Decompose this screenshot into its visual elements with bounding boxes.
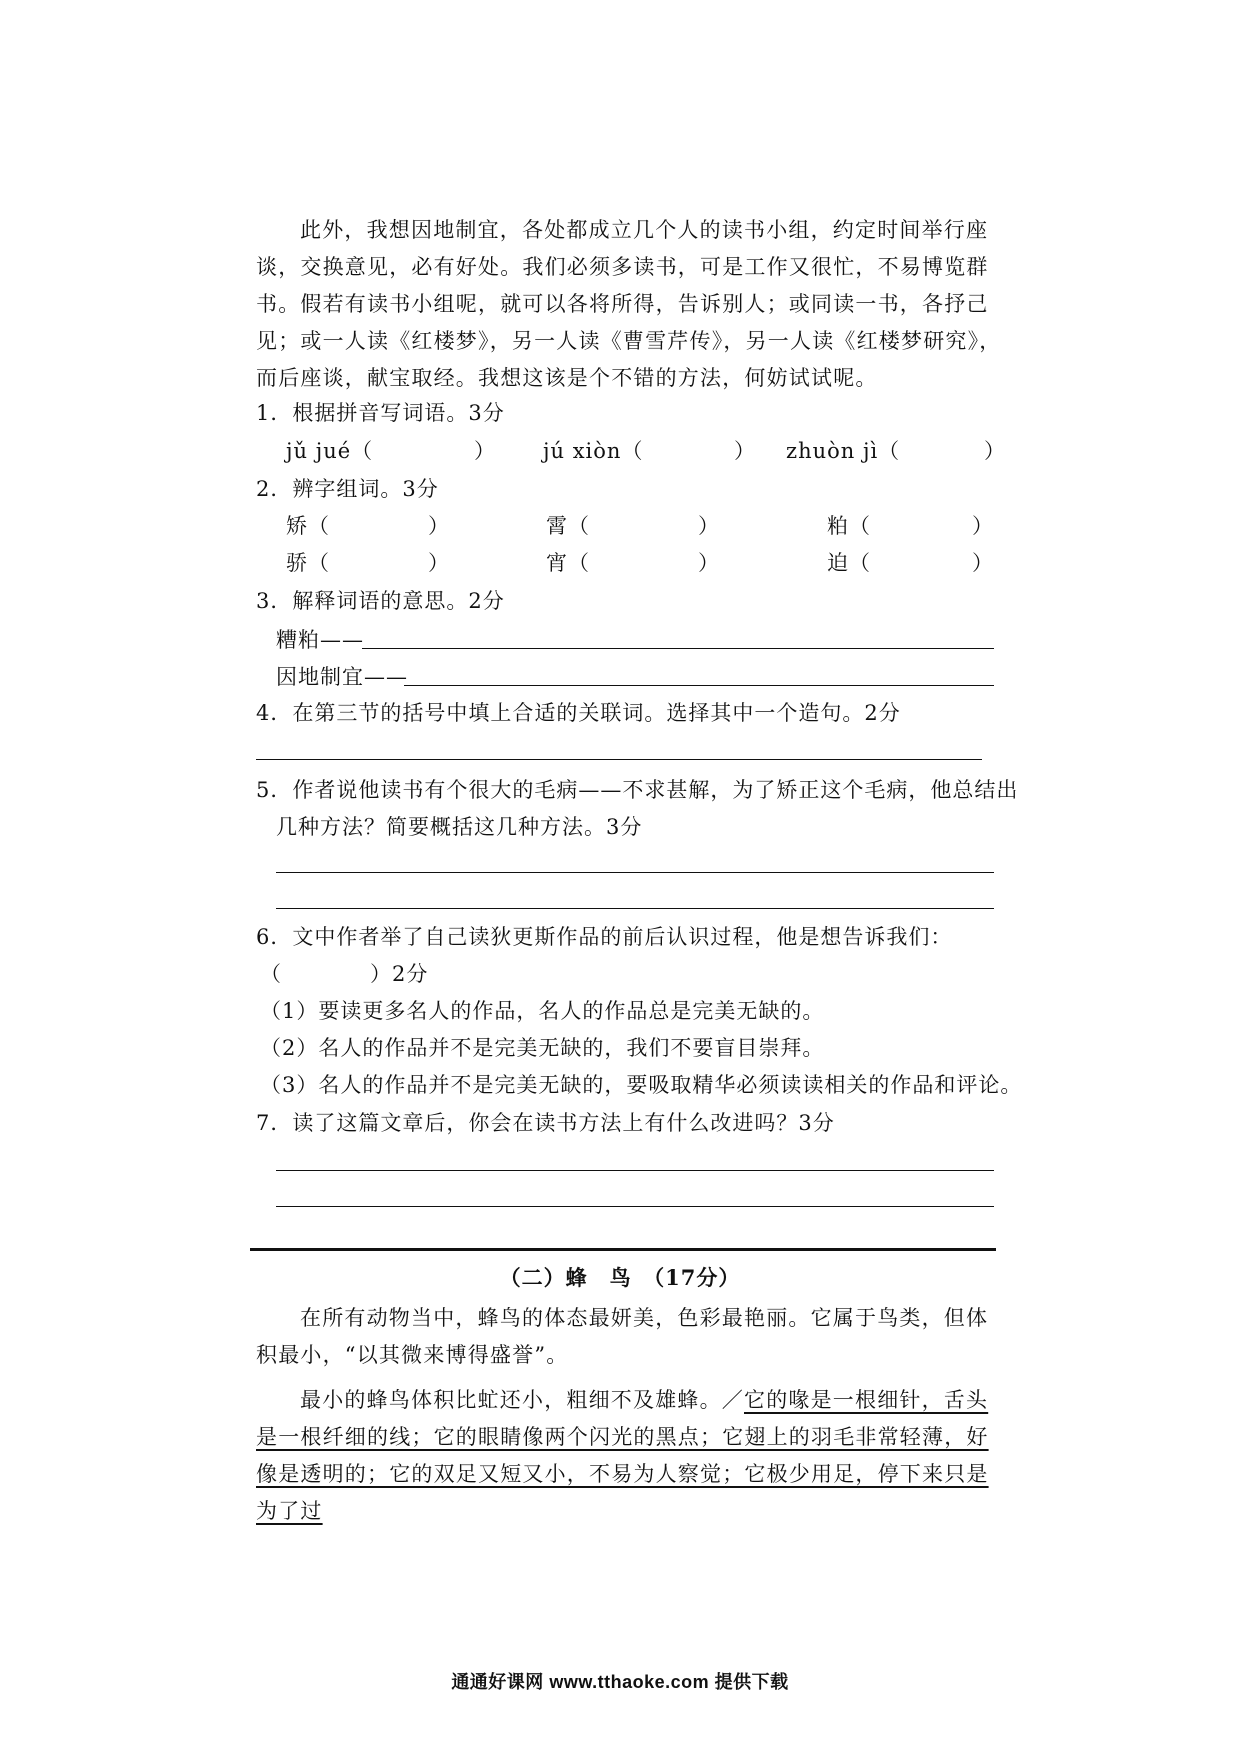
q3-term-2: 因地制宜—— (276, 665, 408, 689)
q2-r2-c3-open: 迫（ (827, 551, 871, 575)
q6-option-1: （1）要读更多名人的作品，名人的作品总是完美无缺的。 (260, 999, 825, 1023)
q6-blank: （ ）2分 (260, 962, 429, 986)
q3-stem: 3．解释词语的意思。2分 (256, 589, 505, 613)
q2-r1-c1-close: ） (428, 514, 450, 538)
q2-r2-c1-close: ） (428, 551, 450, 575)
q5-stem-line-1: 5．作者说他读书有个很大的毛病——不求甚解，为了矫正这个毛病，他总结出 (256, 778, 1019, 802)
q5-answer-line-2[interactable] (276, 908, 994, 909)
q1-item-3-open: zhuòn jì（ (786, 439, 901, 463)
q1-item-3-close: ） (984, 439, 1006, 463)
q1-item-1-close: ） (474, 439, 496, 463)
q7-stem: 7．读了这篇文章后，你会在读书方法上有什么改进吗？3分 (256, 1111, 835, 1135)
q2-r2-c1-open: 骄（ (286, 551, 330, 575)
section-divider (250, 1248, 996, 1251)
q2-stem: 2．辨字组词。3分 (256, 477, 439, 501)
section2-paragraph-1: 在所有动物当中，蜂鸟的体态最妍美，色彩最艳丽。它属于鸟类，但体积最小，“以其微来博得盛誉”。 (256, 1306, 989, 1367)
q3-answer-line-1[interactable] (362, 648, 994, 649)
q6-stem: 6．文中作者举了自己读狄更斯作品的前后认识过程，他是想告诉我们： (256, 925, 953, 949)
q2-r1-c3-close: ） (972, 514, 994, 538)
q1-item-2-close: ） (734, 439, 756, 463)
q7-answer-line-2[interactable] (276, 1206, 994, 1207)
q4-answer-line[interactable] (256, 759, 982, 760)
q6-option-2: （2）名人的作品并不是完美无缺的，我们不要盲目崇拜。 (260, 1036, 825, 1060)
section2-paragraph-2 (256, 1382, 1004, 1530)
q2-r1-c2-close: ） (698, 514, 720, 538)
section2-title: （二）蜂 鸟 （17分） (499, 1265, 741, 1290)
q2-r1-c2-open: 霄（ (546, 514, 590, 538)
q5-stem-line-2: 几种方法？简要概括这几种方法。3分 (276, 815, 643, 839)
q1-item-2-open: jú xiòn（ (543, 439, 644, 463)
q2-r1-c3-open: 粕（ (827, 514, 871, 538)
q1-item-1-open: jǔ jué（ (286, 439, 374, 463)
q1-stem: 1．根据拼音写词语。3分 (256, 401, 505, 425)
section2-paragraph-2-plain: 最小的蜂鸟体积比虻还小，粗细不及雄蜂。／ (300, 1388, 744, 1412)
q4-stem: 4．在第三节的括号中填上合适的关联词。选择其中一个造句。2分 (256, 701, 901, 725)
q6-option-3: （3）名人的作品并不是完美无缺的，要吸取精华必须读读相关的作品和评论。 (260, 1073, 1023, 1097)
footer-credit: 通通好课网 www.tthaoke.com 提供下载 (451, 1672, 789, 1692)
q5-answer-line-1[interactable] (276, 872, 994, 873)
q2-r1-c1-open: 矫（ (286, 514, 330, 538)
q3-answer-line-2[interactable] (404, 685, 994, 686)
q7-answer-line-1[interactable] (276, 1170, 994, 1171)
q3-term-1: 糟粕—— (276, 628, 364, 652)
passage-paragraph: 此外，我想因地制宜，各处都成立几个人的读书小组，约定时间举行座谈，交换意见，必有好处。我们必须多读书，可是工作又很忙，不易博览群书。假若有读书小组呢，就可以各将所得，告诉别人；或同读一书，各抒己见；或一人读《红楼梦》，另一人读《曹雪芹传》，另一人读《红楼梦研究》，而后座谈，献宝取经。我想这该是个不错的方法，何妨试试呢。 (256, 218, 1002, 390)
q2-r2-c2-open: 宵（ (546, 551, 590, 575)
q2-r2-c2-close: ） (698, 551, 720, 575)
q2-r2-c3-close: ） (972, 551, 994, 575)
section2-paragraph-2-underlined: 它的喙是一根细针，舌头是一根纤细的线；它的眼睛像两个闪光的黑点；它翅上的羽毛非常轻薄，好像是透明的；它的双足又短又小，不易为人察觉；它极少用足，停下来只是为了过 (256, 1388, 989, 1523)
